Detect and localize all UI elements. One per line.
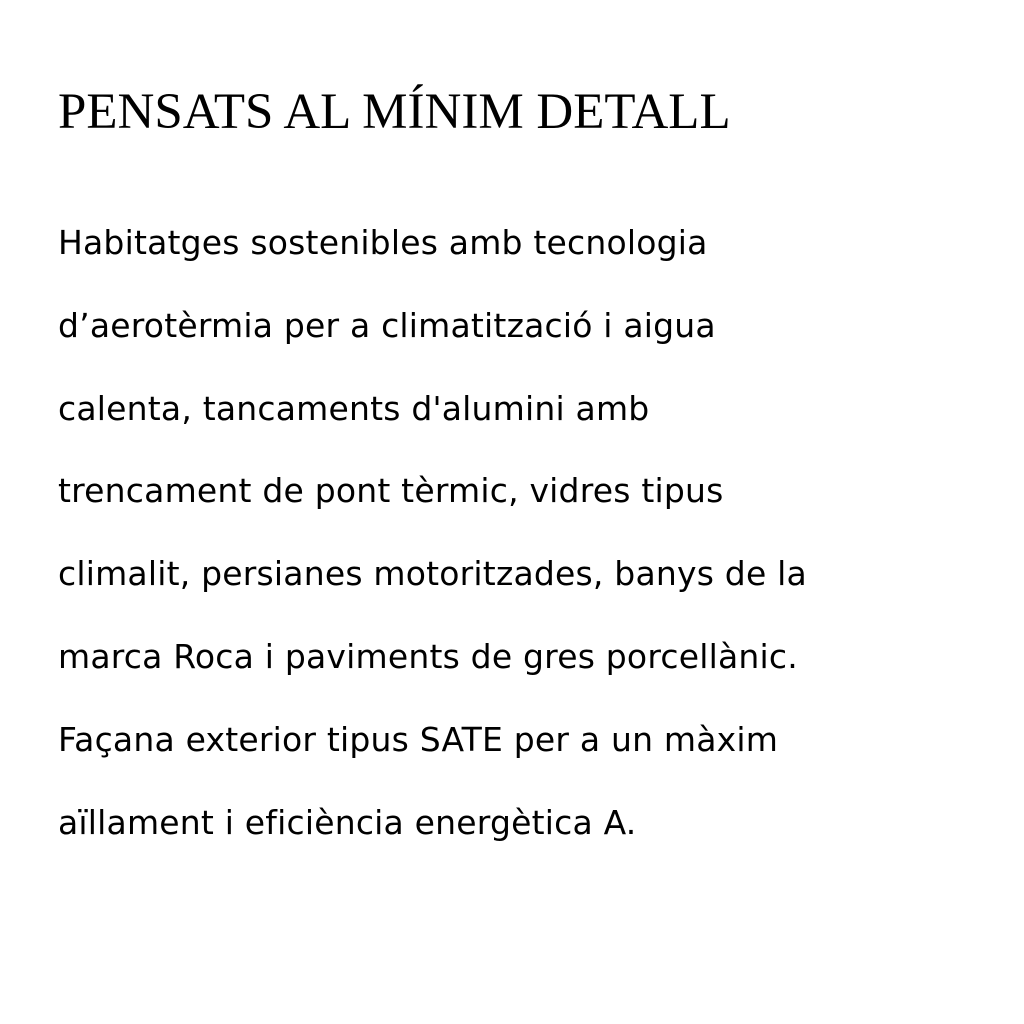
paragraph-line: marca Roca i paviments de gres porcellànic. [58, 636, 798, 676]
paragraph-line: calenta, tancaments d'alumini amb [58, 388, 650, 428]
paragraph-line: d’aerotèrmia per a climatització i aigua [58, 305, 716, 345]
paragraph-line: climalit, persianes motoritzades, banys de la [58, 554, 807, 594]
paragraph-line: trencament de pont tèrmic, vidres tipus [58, 471, 724, 511]
paragraph-line: Habitatges sostenibles amb tecnologia [58, 223, 708, 262]
page-title: PENSATS AL MÍNIM DETALL [58, 84, 731, 140]
paragraph-line: Façana exterior tipus SATE per a un màxim [58, 719, 779, 759]
description-paragraph [58, 218, 958, 880]
paragraph-line: aïllament i eficiència energètica A. [58, 802, 637, 842]
